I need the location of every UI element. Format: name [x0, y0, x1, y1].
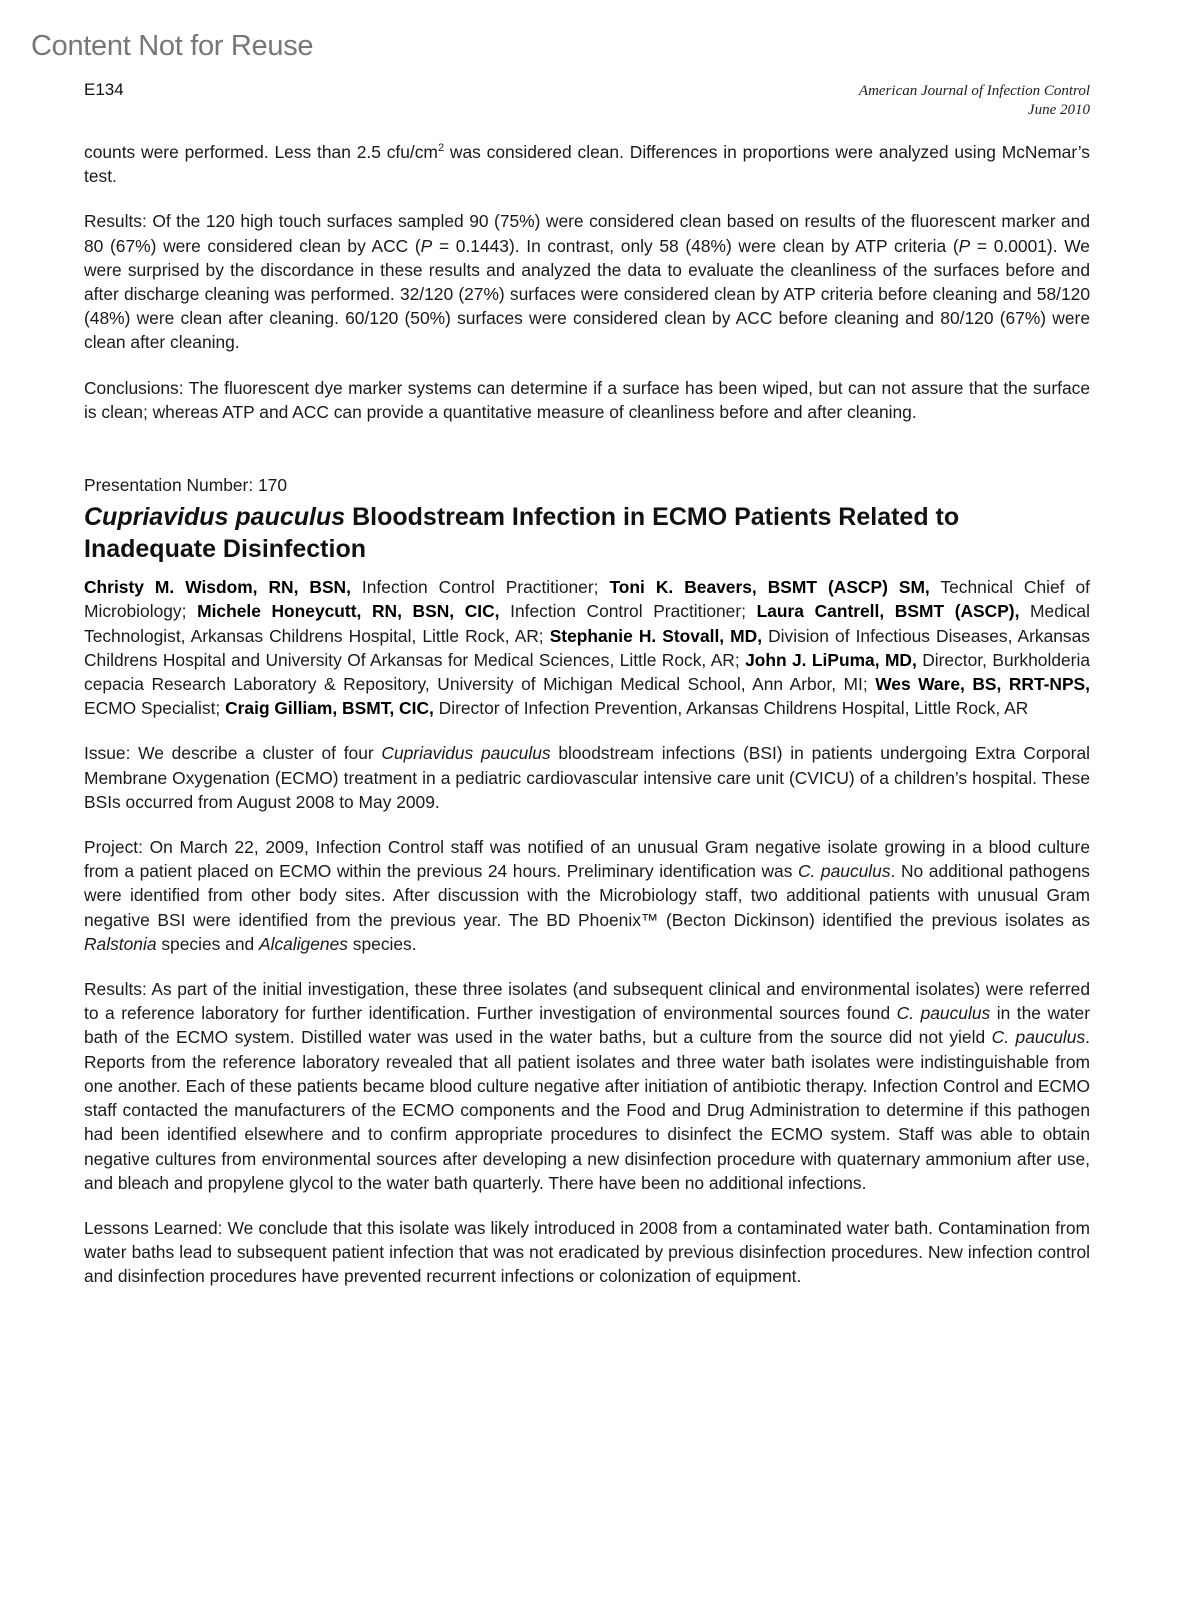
paragraph	[84, 741, 1090, 814]
abstract-title	[84, 501, 1090, 565]
text-run: Project: On March 22, 2009, Infection Control staff was notified of an unusual Gram negative isolate growing in a blood culture from a patient placed on ECMO within the previous 24 hours. Preliminary identification was	[84, 837, 1090, 882]
text-run: 2	[437, 142, 445, 155]
abstract-body	[84, 575, 1090, 1288]
text-run: Laura Cantrell, BSMT (ASCP),	[756, 601, 1020, 622]
text-run: in the water bath of the ECMO system. Distilled water was used in the water baths, but a culture from the source did not yield	[84, 1003, 1090, 1048]
text-run: Cupriavidus pauculus	[381, 743, 551, 764]
text-run: Infection Control Practitioner;	[499, 601, 757, 622]
text-run: Conclusions: The fluorescent dye marker systems can determine if a surface has been wiped, but can not assure that the surface is clean; whereas ATP and ACC can provide a quantitative measure of cleanliness before and after cleaning.	[84, 377, 1090, 422]
text-run: ECMO Specialist;	[84, 698, 226, 719]
text-run: Division of Infectious Diseases, Arkansas Childrens Hospital and University Of Arkansas for Medical Sciences, Little Rock, AR;	[84, 625, 1090, 670]
text-run: Results: As part of the initial investigation, these three isolates (and subsequent clinical and environmental isolates) were referred to a reference laboratory for further identification. Further investigation of environmental sources found	[84, 979, 1090, 1024]
text-run: Toni K. Beavers, BSMT (ASCP) SM,	[609, 577, 930, 598]
text-run: Infection Control Practitioner;	[350, 577, 610, 598]
text-run: bloodstream infections (BSI) in patients undergoing Extra Corporal Membrane Oxygenation (ECMO) treatment in a pediatric cardiovascular intensive care unit (CVICU) of a children’s hospital. These BSIs occurred from August 2008 to May 2009.	[84, 743, 1090, 812]
text-run: P	[420, 235, 433, 256]
text-run: species and	[156, 933, 259, 954]
journal-name: American Journal of Infection Control	[858, 83, 1090, 99]
text-run: Michele Honeycutt, RN, BSN, CIC,	[197, 601, 500, 622]
watermark: Content Not for Reuse	[31, 30, 314, 62]
presentation-number: Presentation Number: 170	[84, 475, 288, 496]
text-run: species.	[347, 933, 417, 954]
text-run: . No additional pathogens were identified from other body sites. After discussion with the Microbiology staff, two additional patients with unusual Gram negative BSI were identified from the previous year. The BD Phoenix™ (Becton Dickinson) identified the previous isolates as	[84, 861, 1090, 930]
text-run: C. pauculus	[896, 1003, 991, 1024]
text-run: . Reports from the reference laboratory revealed that all patient isolates and three water bath isolates were indistinguishable from one another. Each of these patients became blood culture negative after initiation of antibiotic therapy. Infection Control and ECMO staff contacted the manufacturers of the ECMO components and the Food and Drug Administration to determine if this pathogen had been identified elsewhere and to confirm appropriate procedures to disinfect the ECMO system. Staff was able to obtain negative cultures from environmental sources after developing a new disinfection procedure with quaternary ammonium after use, and bleach and propylene glycol to the water bath quarterly. There have been no additional infections.	[84, 1027, 1090, 1193]
paragraph	[84, 977, 1090, 1195]
paragraph	[84, 1216, 1090, 1289]
text-run: counts were performed. Less than 2.5 cfu/cm	[84, 142, 438, 162]
text-run: = 0.1443). In contrast, only 58 (48%) were clean by ATP criteria (	[432, 235, 959, 256]
article-body	[84, 140, 1090, 1310]
title-run: Bloodstream Infection in ECMO Patients Related to Inadequate Disinfection	[84, 503, 960, 564]
text-run: Technical Chief of Microbiology;	[84, 577, 1090, 622]
text-run: John J. LiPuma, MD,	[745, 649, 917, 670]
text-run: P	[958, 235, 971, 256]
text-run: Alcaligenes	[259, 933, 348, 954]
issue-date: June 2010	[1027, 102, 1090, 118]
text-run: C. pauculus	[797, 861, 891, 882]
text-run: Issue: We describe a cluster of four	[84, 743, 382, 764]
text-run: Craig Gilliam, BSMT, CIC,	[225, 698, 434, 719]
text-run: Wes Ware, BS, RRT-NPS,	[875, 674, 1090, 695]
text-run: Medical Technologist, Arkansas Childrens Hospital, Little Rock, AR;	[84, 601, 1090, 646]
page-number: E134	[84, 80, 124, 99]
paragraph	[84, 209, 1090, 354]
text-run: Stephanie H. Stovall, MD,	[549, 625, 763, 646]
text-run: Director, Burkholderia cepacia Research Laboratory & Repository, University of Michigan Medical School, Ann Arbor, MI;	[84, 649, 1090, 695]
text-run: C. pauculus	[991, 1027, 1086, 1048]
text-run: Results: Of the 120 high touch surfaces sampled 90 (75%) were considered clean based on results of the fluorescent marker and 80 (67%) were considered clean by ACC (	[84, 211, 1090, 256]
title-run: Cupriavidus pauculus	[84, 503, 346, 532]
previous-abstract-continuation	[84, 140, 1090, 424]
paragraph	[84, 575, 1090, 720]
paragraph	[84, 140, 1090, 188]
text-run: Christy M. Wisdom, RN, BSN,	[84, 577, 351, 598]
text-run: Ralstonia	[84, 933, 157, 954]
text-run: was considered clean. Differences in proportions were analyzed using McNemar’s test.	[84, 142, 1091, 187]
paragraph	[84, 376, 1090, 424]
text-run: = 0.0001). We were surprised by the discordance in these results and analyzed the data to evaluate the cleanliness of the surfaces before and after discharge cleaning was performed. 32/120 (27%) surfaces were considered clean by ATP criteria before cleaning and 58/120 (48%) were clean after cleaning. 60/120 (50%) surfaces were considered clean by ACC before cleaning and 80/120 (67%) were clean after cleaning.	[84, 235, 1090, 353]
text-run: Director of Infection Prevention, Arkansas Childrens Hospital, Little Rock, AR	[433, 698, 1029, 719]
paragraph	[84, 835, 1090, 956]
text-run: Lessons Learned: We conclude that this isolate was likely introduced in 2008 from a contaminated water bath. Contamination from water baths lead to subsequent patient infection that was not eradicated by previous disinfection procedures. New infection control and disinfection procedures have prevented recurrent infections or colonization of equipment.	[84, 1217, 1090, 1287]
journal-header	[859, 82, 1090, 120]
